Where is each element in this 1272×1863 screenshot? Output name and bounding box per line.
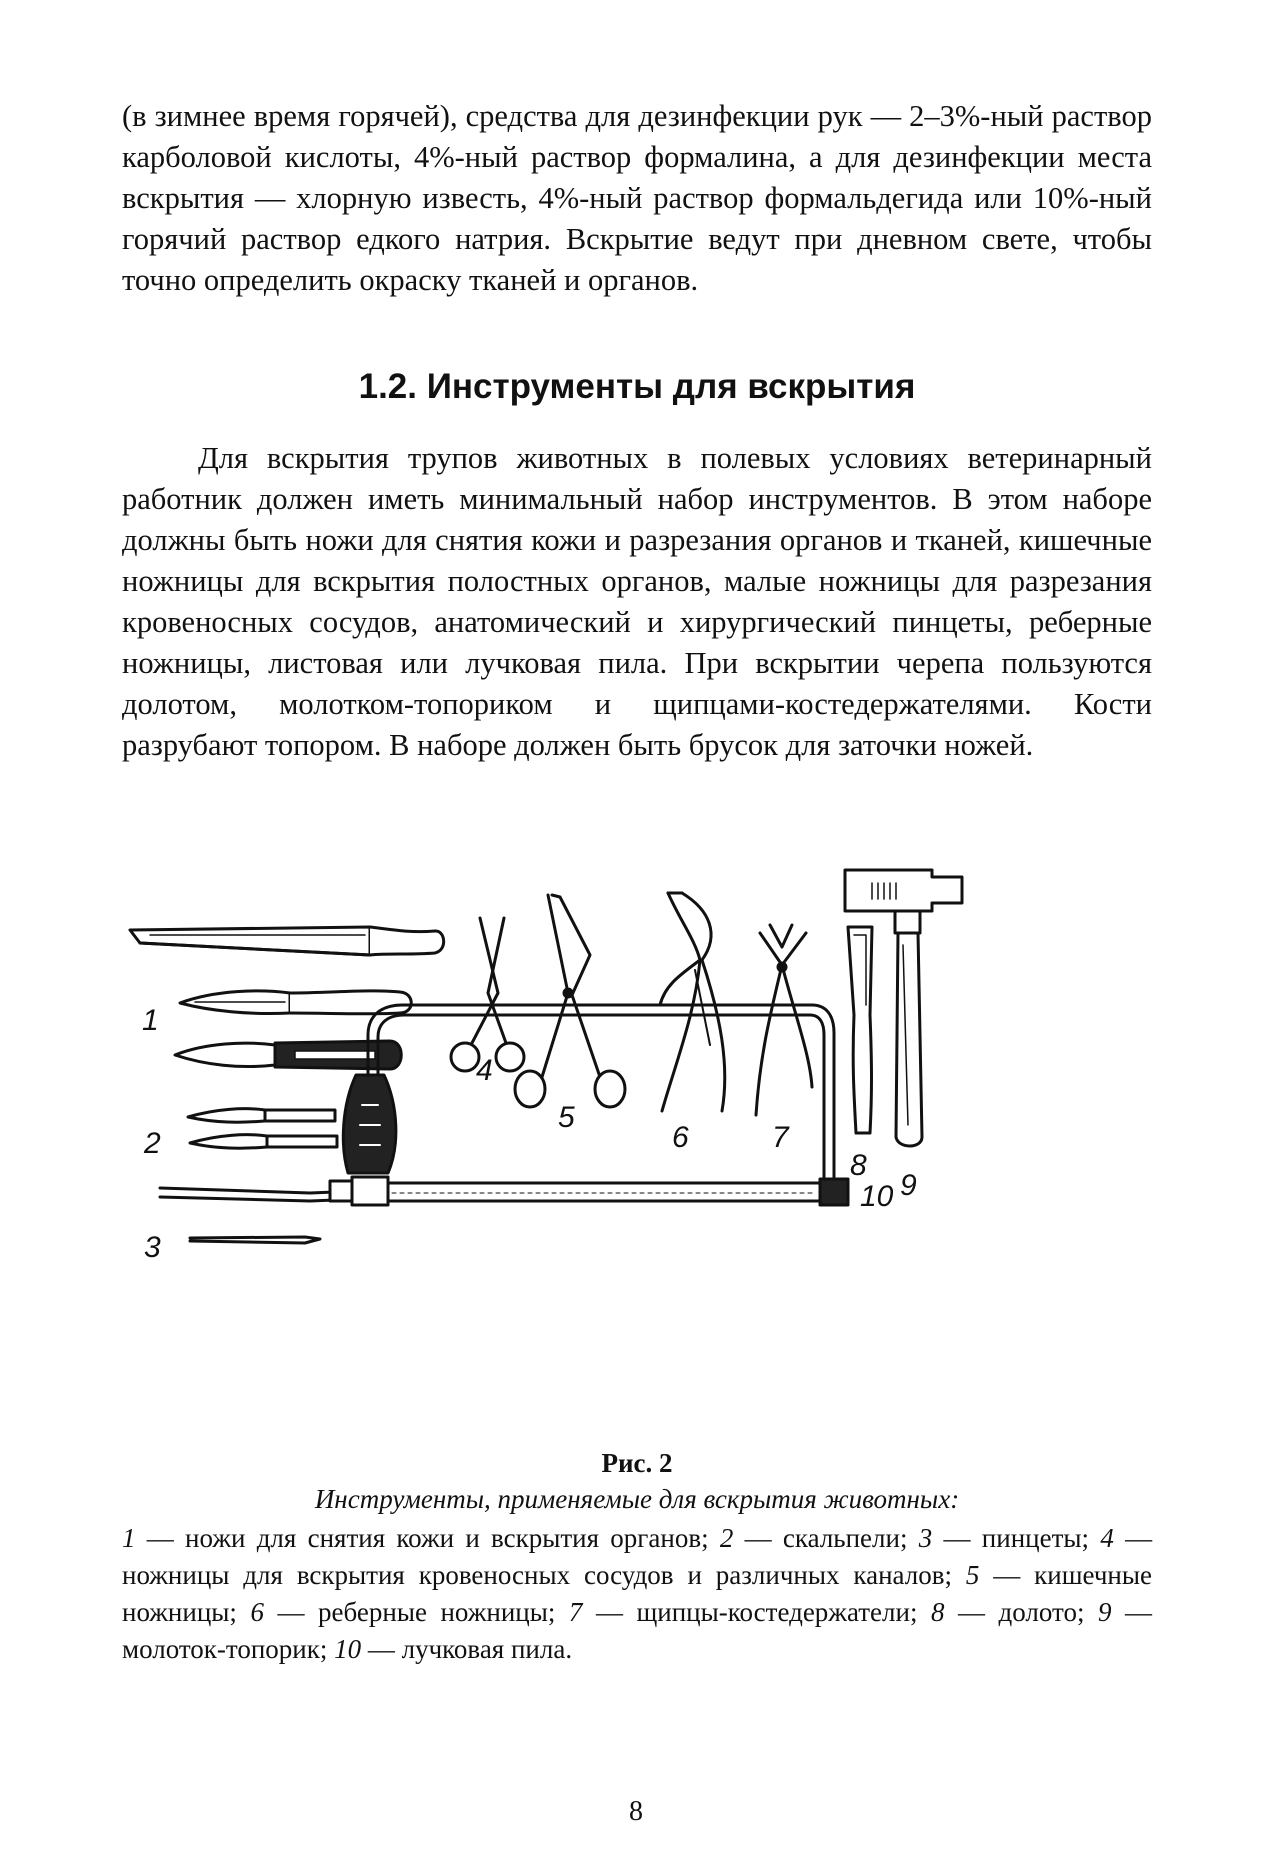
intro-paragraph bbox=[122, 96, 1152, 301]
legend-num-8: 8 bbox=[930, 1597, 945, 1627]
label-6: 6 bbox=[672, 1121, 689, 1154]
label-5: 5 bbox=[558, 1101, 575, 1134]
knife-1a bbox=[180, 991, 411, 1014]
instruments-figure bbox=[120, 865, 1040, 1435]
figure-title: Рис. 2 bbox=[601, 1448, 673, 1478]
legend-text-2: скальпели; bbox=[782, 1523, 908, 1553]
legend-text-7: щипцы-костедержатели; bbox=[636, 1597, 918, 1627]
legend-num-2: 2 bbox=[719, 1523, 734, 1553]
label-7: 7 bbox=[772, 1121, 789, 1154]
scalpels bbox=[188, 1109, 337, 1149]
rib-shears-drawing bbox=[660, 893, 725, 1111]
vessel-scissors-drawing bbox=[451, 918, 524, 1071]
label-9: 9 bbox=[900, 1169, 917, 1202]
label-8: 8 bbox=[850, 1149, 867, 1182]
large-knife bbox=[130, 927, 444, 955]
section-heading: 1.2. Инструменты для вскрытия bbox=[358, 367, 916, 406]
label-3: 3 bbox=[144, 1231, 161, 1264]
legend-text-4: ножницы для вскрытия кровеносных сосудов и различных каналов; bbox=[122, 1560, 952, 1590]
chisel-drawing bbox=[848, 927, 872, 1133]
legend-text-1: ножи для снятия кожи и вскрытия органов; bbox=[185, 1523, 709, 1553]
label-2: 2 bbox=[144, 1127, 161, 1160]
page-number: 8 bbox=[629, 1796, 643, 1827]
legend-text-6: реберные ножницы; bbox=[318, 1597, 556, 1627]
figure-subtitle: Инструменты, применяемые для вскрытия животных: bbox=[314, 1484, 960, 1514]
body-paragraph bbox=[122, 438, 1152, 766]
legend-num-9: 9 bbox=[1098, 1597, 1112, 1627]
label-4: 4 bbox=[476, 1054, 493, 1087]
bow-saw-drawing bbox=[330, 1005, 848, 1205]
legend-text-8: долото; bbox=[998, 1597, 1085, 1627]
legend-num-7: 7 bbox=[568, 1597, 583, 1627]
intro-text: (в зимнее время горячей), средства для дезинфекции рук — 2–3%-ный раствор карболовой кислоты, 4%-ный раствор формалина, а для дезинфекции места вскрытия — хлорную известь, 4%-ный раствор формальдегида или 10%-ный горячий раствор едкого натрия. Вскрытие ведут при дневном свете, чтобы точно определить окраску тканей и органов. bbox=[122, 99, 1152, 297]
legend-num-1: 1 bbox=[122, 1523, 136, 1553]
intestinal-scissors-drawing bbox=[515, 895, 625, 1107]
figure-legend: 1 — ножи для снятия кожи и вскрытия органов; 2 — скальпели; 3 — пинцеты; 4 — ножницы для вскрытия кровеносных сосудов и различных каналов; 5 — кишечные ножницы; 6 — реберные ножницы; 7 — щипцы-костедержатели; 8 — долото; 9 — молоток-топорик; 10 — лучковая пила. bbox=[122, 1523, 1153, 1664]
legend-num-3: 3 bbox=[918, 1523, 933, 1553]
body-text: Для вскрытия трупов животных в полевых условиях ветеринарный работник должен иметь минимальный набор инструментов. В этом наборе должны быть ножи для снятия кожи и разрезания органов и тканей, кишечные ножницы для вскрытия полостных органов, малые ножницы для разрезания кровеносных сосудов, анатомический и хирургический пинцеты, реберные ножницы, листовая или лучковая пила. При вскрытии черепа пользуются долотом, молотком-топориком и щипцами-костедержателями. Кости разрубают топором. В наборе должен быть брусок для заточки ножей. bbox=[122, 441, 1152, 762]
label-1: 1 bbox=[142, 1004, 159, 1037]
legend-num-6: 6 bbox=[250, 1597, 264, 1627]
legend-text-3: пинцеты; bbox=[981, 1523, 1090, 1553]
legend-num-10: 10 bbox=[334, 1634, 362, 1664]
legend-num-5: 5 bbox=[965, 1560, 980, 1590]
legend-num-4: 4 bbox=[1100, 1523, 1114, 1553]
bone-forceps-drawing bbox=[756, 925, 812, 1115]
legend-text-10: лучковая пила. bbox=[401, 1634, 573, 1664]
legend-text-9: молоток-топорик; bbox=[122, 1634, 328, 1664]
label-10: 10 bbox=[860, 1180, 894, 1213]
legend-text-5: кишечные ножницы; bbox=[122, 1560, 1152, 1627]
